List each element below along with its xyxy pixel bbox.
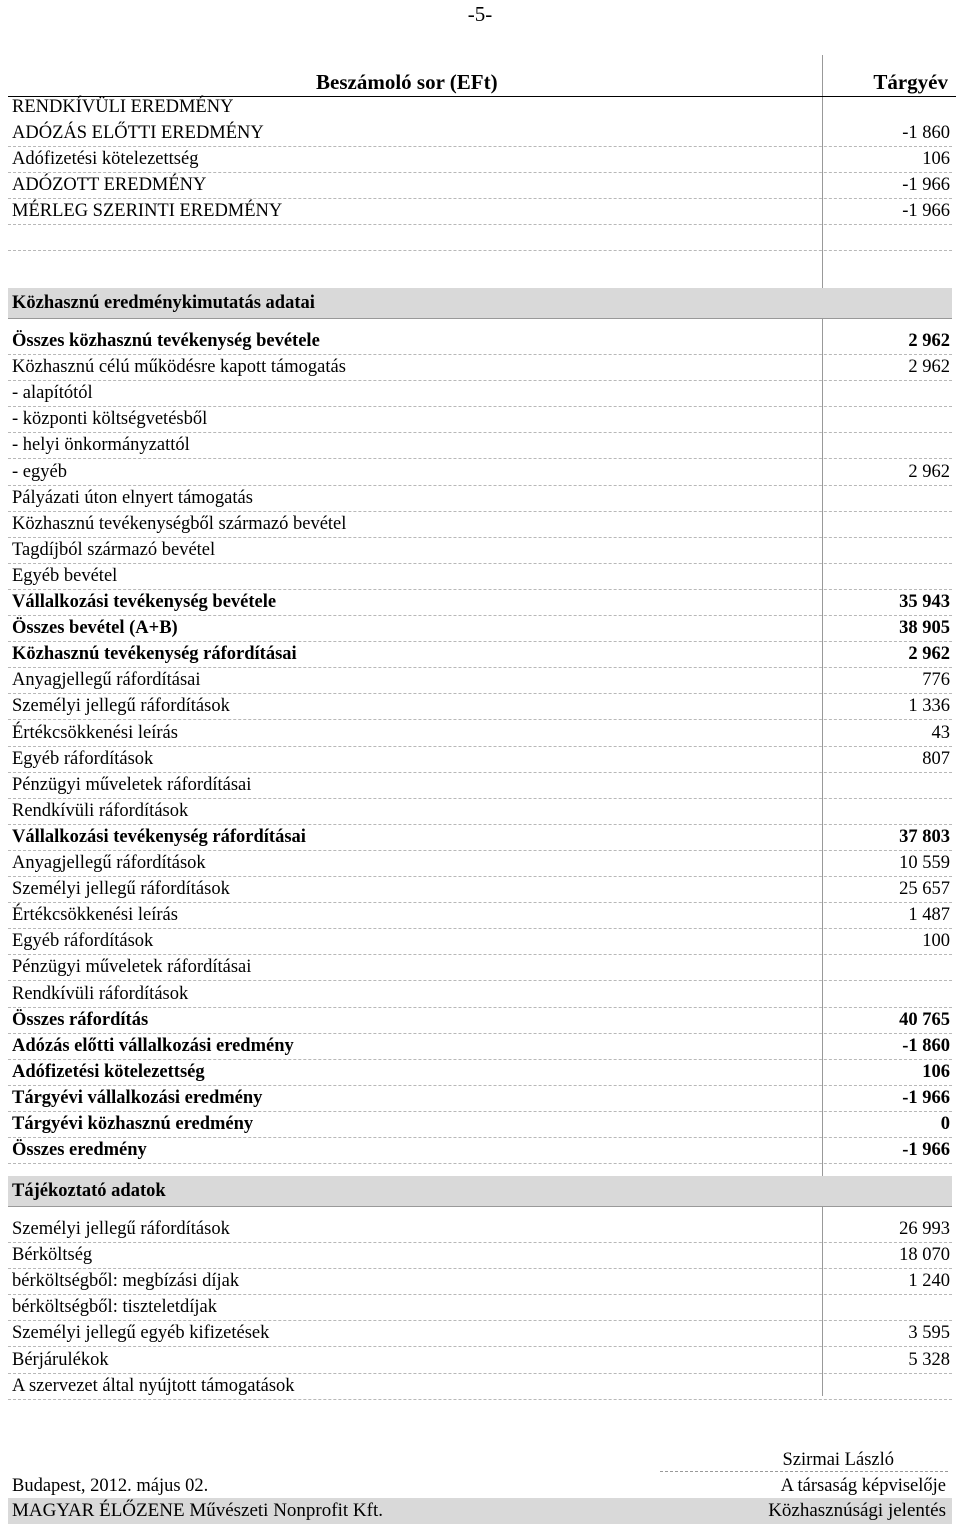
row-label: Közhasznú eredménykimutatás adatai bbox=[12, 293, 315, 313]
place-date: Budapest, 2012. május 02. bbox=[12, 1476, 209, 1496]
table-row bbox=[8, 406, 952, 433]
row-value: 1 240 bbox=[908, 1271, 950, 1292]
row-label: Vállalkozási tevékenység ráfordításai bbox=[12, 826, 306, 847]
row-label: MÉRLEG SZERINTI EREDMÉNY bbox=[12, 201, 283, 222]
row-label: Pályázati úton elnyert támogatás bbox=[12, 487, 253, 508]
row-label: Összes bevétel (A+B) bbox=[12, 618, 178, 639]
row-value: 3 595 bbox=[908, 1323, 950, 1344]
row-label: Összes ráfordítás bbox=[12, 1009, 149, 1030]
row-label: Tárgyévi vállalkozási eredmény bbox=[12, 1087, 263, 1108]
table-row bbox=[8, 720, 952, 747]
row-label: Pénzügyi műveletek ráfordításai bbox=[12, 774, 252, 795]
row-label: Rendkívüli ráfordítások bbox=[12, 983, 189, 1004]
row-value: -1 966 bbox=[902, 1140, 950, 1161]
row-label: ADÓZOTT EREDMÉNY bbox=[12, 175, 207, 196]
row-value: 776 bbox=[922, 670, 950, 691]
row-value: -1 966 bbox=[902, 175, 950, 196]
table-row bbox=[8, 667, 952, 694]
table-row bbox=[8, 1059, 952, 1086]
footer-signature-name-line bbox=[8, 1447, 952, 1473]
row-value: 38 905 bbox=[899, 618, 950, 639]
row-label: Adózás előtti vállalkozási eredmény bbox=[12, 1035, 294, 1056]
row-label: Tájékoztató adatok bbox=[12, 1181, 166, 1201]
row-value: 25 657 bbox=[899, 879, 950, 900]
row-value: 37 803 bbox=[899, 826, 950, 847]
table-row bbox=[8, 120, 952, 147]
table-row bbox=[8, 641, 952, 668]
row-label: Adófizetési kötelezettség bbox=[12, 149, 199, 170]
row-value: 35 943 bbox=[899, 592, 950, 612]
row-label: Bérköltség bbox=[12, 1245, 93, 1266]
row-label: Vállalkozási tevékenység bevétele bbox=[12, 592, 277, 612]
table-row bbox=[8, 146, 952, 173]
row-label: - egyéb bbox=[12, 461, 67, 482]
row-value: 2 962 bbox=[908, 331, 950, 351]
row-value: 1 336 bbox=[908, 696, 950, 717]
table-row bbox=[8, 198, 952, 225]
table-row bbox=[8, 563, 952, 590]
signature-rule bbox=[660, 1471, 948, 1472]
value-column-header: Tárgyév bbox=[873, 70, 948, 94]
row-value: 2 962 bbox=[908, 644, 950, 665]
organization-name: MAGYAR ÉLŐZENE Művészeti Nonprofit Kft. bbox=[12, 1500, 383, 1521]
row-label: Adófizetési kötelezettség bbox=[12, 1061, 205, 1082]
row-value: -1 860 bbox=[902, 123, 950, 144]
table-row bbox=[8, 1137, 952, 1164]
row-value: -1 966 bbox=[902, 201, 950, 222]
row-value: 807 bbox=[922, 748, 950, 769]
row-label: Anyagjellegű ráfordítások bbox=[12, 853, 206, 873]
table-row bbox=[8, 537, 952, 564]
row-label: RENDKÍVÜLI EREDMÉNY bbox=[12, 97, 234, 117]
table-row bbox=[8, 589, 952, 616]
row-value: -1 966 bbox=[902, 1087, 950, 1108]
table-row bbox=[8, 1242, 952, 1269]
row-label: Személyi jellegű ráfordítások bbox=[12, 696, 230, 717]
table-row bbox=[8, 981, 952, 1008]
table-row bbox=[8, 485, 952, 512]
row-label: Közhasznú tevékenység ráfordításai bbox=[12, 644, 297, 665]
row-label: Személyi jellegű ráfordítások bbox=[12, 879, 230, 900]
table-row bbox=[8, 511, 952, 538]
row-label: - helyi önkormányzattól bbox=[12, 435, 190, 456]
table-row bbox=[8, 380, 952, 407]
signatory-role: A társaság képviselője bbox=[780, 1476, 946, 1496]
table-row bbox=[8, 1176, 952, 1207]
row-label: Közhasznú tevékenységből származó bevétel bbox=[12, 513, 347, 534]
row-value: 106 bbox=[922, 149, 950, 170]
row-label: Értékcsökkenési leírás bbox=[12, 722, 178, 743]
row-value: 0 bbox=[940, 1114, 950, 1134]
table-row bbox=[8, 432, 952, 459]
row-value: 26 993 bbox=[899, 1219, 950, 1239]
table-row bbox=[8, 798, 952, 825]
row-value: 40 765 bbox=[899, 1009, 950, 1030]
row-label: Tárgyévi közhasznú eredmény bbox=[12, 1114, 254, 1134]
table-row bbox=[8, 876, 952, 903]
table-row bbox=[8, 1111, 952, 1138]
row-label: Tagdíjból származó bevétel bbox=[12, 539, 216, 560]
table-row bbox=[8, 1268, 952, 1295]
row-value: 5 328 bbox=[908, 1349, 950, 1370]
page-number: -5- bbox=[467, 2, 493, 26]
row-value: 2 962 bbox=[908, 461, 950, 482]
row-label: Rendkívüli ráfordítások bbox=[12, 800, 189, 821]
table-row bbox=[8, 459, 952, 486]
row-value: 10 559 bbox=[899, 853, 950, 873]
table-row bbox=[8, 1085, 952, 1112]
row-label: Anyagjellegű ráfordításai bbox=[12, 670, 201, 691]
row-value: 18 070 bbox=[899, 1245, 950, 1266]
row-label: Pénzügyi műveletek ráfordításai bbox=[12, 957, 252, 978]
row-label: bérköltségből: megbízási díjak bbox=[12, 1271, 240, 1292]
table-row bbox=[8, 1373, 952, 1400]
row-label: Összes eredmény bbox=[12, 1140, 147, 1161]
table-row bbox=[8, 328, 952, 355]
table-row bbox=[8, 954, 952, 981]
table-row bbox=[8, 1294, 952, 1321]
row-label: A szervezet által nyújtott támogatások bbox=[12, 1375, 295, 1396]
row-value: 106 bbox=[922, 1061, 950, 1082]
table-row bbox=[8, 94, 952, 120]
row-value: 2 962 bbox=[908, 357, 950, 378]
table-row bbox=[8, 928, 952, 955]
row-label: Egyéb ráfordítások bbox=[12, 931, 154, 952]
table-row bbox=[8, 772, 952, 799]
row-label: Egyéb bevétel bbox=[12, 565, 118, 586]
row-label: Értékcsökkenési leírás bbox=[12, 905, 178, 926]
row-label: Személyi jellegű ráfordítások bbox=[12, 1219, 230, 1239]
table-row bbox=[8, 1347, 952, 1374]
row-label: ADÓZÁS ELŐTTI EREDMÉNY bbox=[12, 123, 264, 144]
row-label: Közhasznú célú működésre kapott támogatás bbox=[12, 357, 346, 378]
table-row bbox=[8, 902, 952, 929]
row-label: Egyéb ráfordítások bbox=[12, 748, 154, 769]
row-label: - alapítótól bbox=[12, 383, 93, 404]
table-row bbox=[8, 615, 952, 642]
row-value: 100 bbox=[922, 931, 950, 952]
table-row bbox=[8, 1033, 952, 1060]
row-value: 43 bbox=[931, 722, 950, 743]
table-row bbox=[8, 1216, 952, 1243]
row-label: Bérjárulékok bbox=[12, 1349, 109, 1370]
row-label: Összes közhasznú tevékenység bevétele bbox=[12, 331, 320, 351]
row-value: -1 860 bbox=[902, 1035, 950, 1056]
row-label: Személyi jellegű egyéb kifizetések bbox=[12, 1323, 270, 1344]
table-row bbox=[8, 1320, 952, 1347]
blank-row bbox=[8, 224, 952, 251]
report-title: Közhasznúsági jelentés bbox=[768, 1500, 946, 1521]
table-row bbox=[8, 850, 952, 877]
footer-band bbox=[8, 1498, 952, 1524]
row-label: bérköltségből: tiszteletdíjak bbox=[12, 1297, 217, 1318]
footer-place-date-line bbox=[8, 1473, 952, 1499]
row-label: - központi költségvetésből bbox=[12, 409, 208, 430]
table-row bbox=[8, 172, 952, 199]
table-row bbox=[8, 288, 952, 319]
table-row bbox=[8, 693, 952, 720]
signatory-name: Szirmai László bbox=[782, 1450, 894, 1470]
table-row bbox=[8, 824, 952, 851]
table-row bbox=[8, 746, 952, 773]
table-row bbox=[8, 1007, 952, 1034]
label-column-header: Beszámoló sor (EFt) bbox=[316, 70, 498, 94]
row-value: 1 487 bbox=[908, 905, 950, 926]
table-row bbox=[8, 354, 952, 381]
